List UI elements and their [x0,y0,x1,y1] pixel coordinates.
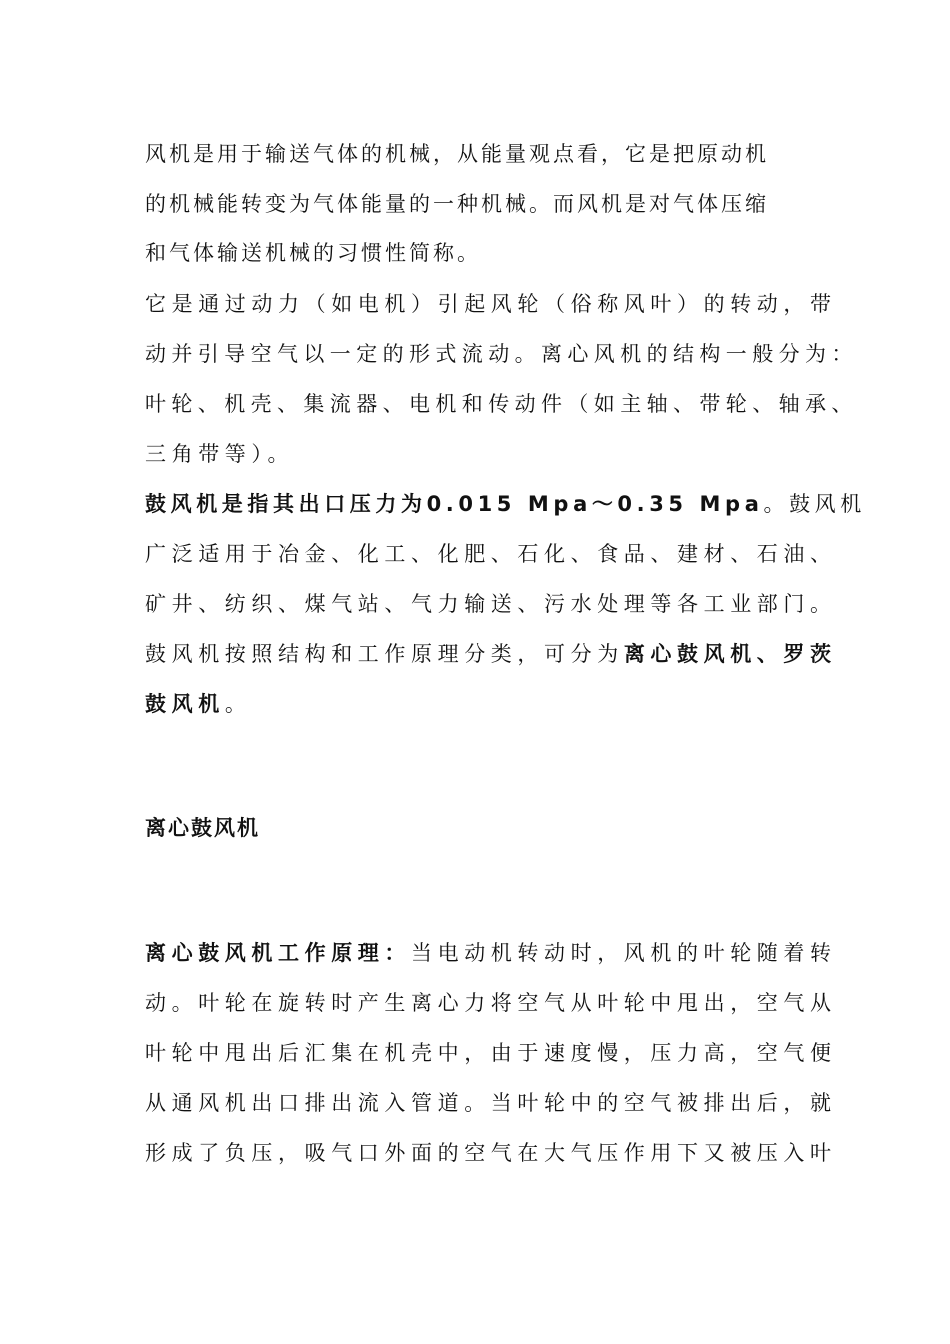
blower-line-1 [145,488,866,518]
intro-line-3: 和气体输送机械的习惯性简称。 [145,241,481,265]
structure-line-2: 动并引导空气以一定的形式流动。离心风机的结构一般分为： [145,342,858,366]
blower-line-5 [145,688,835,718]
principle-label: 离心鼓风机工作原理： [145,941,411,965]
blower-line-4-normal: 鼓风机按照结构和工作原理分类，可分为 [145,642,624,666]
principle-line-5: 形成了负压，吸气口外面的空气在大气压作用下又被压入叶 [145,1141,837,1165]
blower-pressure-definition: 鼓风机是指其出口压力为0.015 Mpa～0.35 Mpa [145,492,764,516]
principle-line-1 [145,937,835,967]
principle-line-2: 动。叶轮在旋转时产生离心力将空气从叶轮中甩出，空气从 [145,991,837,1015]
blower-types-end: 鼓风机 [145,692,225,716]
blower-line-5-rest: 。 [224,692,252,716]
structure-line-3: 叶轮、机壳、集流器、电机和传动件（如主轴、带轮、轴承、 [145,392,858,416]
blower-line-4 [145,638,835,668]
blower-line-2: 广泛适用于冶金、化工、化肥、石化、食品、建材、石油、 [145,542,837,566]
blower-line-3: 矿井、纺织、煤气站、气力输送、污水处理等各工业部门。 [145,592,837,616]
principle-line-3: 叶轮中甩出后汇集在机壳中，由于速度慢，压力高，空气便 [145,1041,837,1065]
structure-line-1: 它是通过动力（如电机）引起风轮（俗称风叶）的转动，带 [145,292,837,316]
principle-line-4: 从通风机出口排出流入管道。当叶轮中的空气被排出后，就 [145,1091,837,1115]
structure-line-4: 三角带等）。 [145,442,295,466]
blower-line-1-rest: 。鼓风机 [763,492,866,516]
intro-line-2: 的机械能转变为气体能量的一种机械。而风机是对气体压缩 [145,192,769,216]
section-heading: 离心鼓风机 [145,816,260,840]
blower-types: 离心鼓风机、罗茨 [623,642,837,666]
intro-line-1: 风机是用于输送气体的机械，从能量观点看，它是把原动机 [145,142,769,166]
principle-line-1-rest: 当电动机转动时，风机的叶轮随着转 [411,941,837,965]
